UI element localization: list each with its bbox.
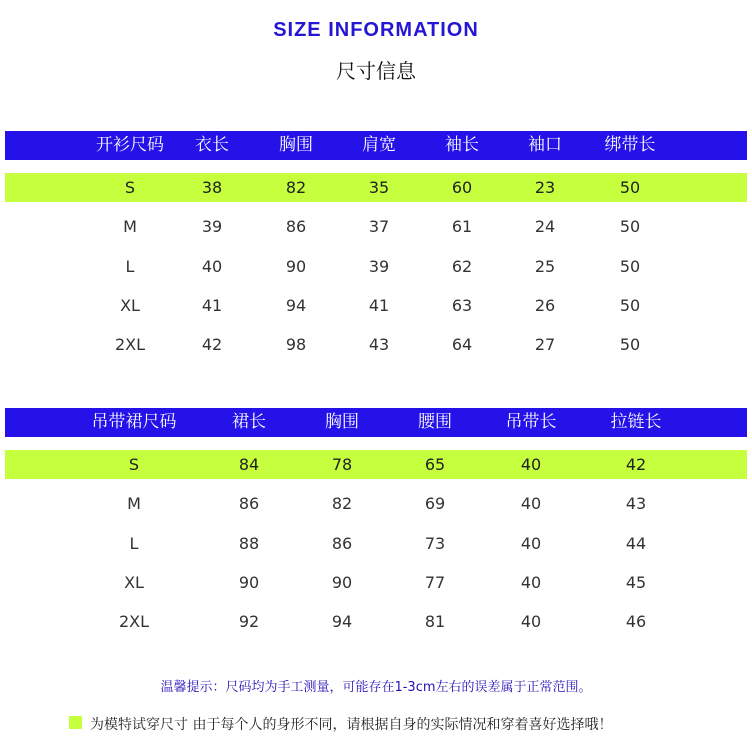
dress-table-cell: 46: [625, 612, 647, 632]
dress-table-cell: 90: [331, 572, 353, 592]
dress-table-header-cell: 吊带裙尺码: [91, 412, 177, 432]
dress-table-cell: 82: [331, 494, 353, 514]
cardigan-table-cell: L: [125, 256, 135, 276]
cardigan-table-cell: 37: [368, 217, 390, 237]
dress-table-row: [5, 607, 747, 636]
dress-table-cell: 69: [424, 494, 446, 514]
cardigan-table-cell: 39: [201, 217, 223, 237]
dress-table-row: [5, 568, 747, 597]
model-size-swatch: [69, 716, 82, 729]
dress-table-cell: 40: [520, 455, 542, 474]
cardigan-table-cell: 50: [619, 295, 641, 315]
dress-table-row: [5, 489, 747, 518]
dress-table-header: [5, 408, 747, 437]
cardigan-table-cell: 23: [534, 178, 556, 197]
dress-table-cell: 81: [424, 612, 446, 632]
cardigan-table-cell: 50: [619, 178, 641, 197]
cardigan-table-cell: XL: [120, 295, 140, 315]
model-note-text: 为模特试穿尺寸 由于每个人的身形不同，请根据自身的实际情况和穿着喜好选择哦！: [90, 717, 613, 733]
dress-table-cell: 73: [424, 533, 446, 553]
dress-table-cell: 40: [520, 572, 542, 592]
dress-table-cell: S: [128, 455, 140, 474]
title-english: SIZE INFORMATION: [273, 19, 479, 41]
dress-table-header-cell: 拉链长: [610, 412, 662, 432]
cardigan-table-cell: 50: [619, 335, 641, 355]
dress-table-cell: 65: [424, 455, 446, 474]
cardigan-table-header-cell: 胸围: [279, 135, 313, 155]
cardigan-table-cell: 50: [619, 217, 641, 237]
cardigan-table-cell: 98: [285, 335, 307, 355]
dress-table-cell: XL: [124, 572, 144, 592]
dress-table-header-cell: 胸围: [325, 412, 359, 432]
cardigan-table-header-cell: 袖口: [528, 135, 562, 155]
dress-table-cell: 77: [424, 572, 446, 592]
dress-table-header-cell: 吊带长: [505, 412, 557, 432]
cardigan-table-cell: 35: [368, 178, 390, 197]
cardigan-table-cell: 38: [201, 178, 223, 197]
dress-table-cell: L: [129, 533, 139, 553]
cardigan-table-cell: 27: [534, 335, 556, 355]
dress-table-cell: 86: [331, 533, 353, 553]
cardigan-table-cell: 25: [534, 256, 556, 276]
dress-table-cell: 45: [625, 572, 647, 592]
dress-table-cell: 90: [238, 572, 260, 592]
cardigan-table-cell: 2XL: [114, 335, 146, 355]
cardigan-table-header: [5, 131, 747, 160]
dress-table-header-cell: 腰围: [418, 412, 452, 432]
measurement-note: 温馨提示：尺码均为手工测量，可能存在1-3cm左右的误差属于正常范围。: [160, 680, 592, 695]
dress-table-cell: 43: [625, 494, 647, 514]
cardigan-table-row: [5, 252, 747, 281]
cardigan-table-header-cell: 衣长: [195, 135, 229, 155]
cardigan-table-header-cell: 绑带长: [604, 135, 656, 155]
dress-table-cell: 44: [625, 533, 647, 553]
dress-table-header-cell: 裙长: [232, 412, 266, 432]
dress-table-cell: 92: [238, 612, 260, 632]
cardigan-table-cell: 64: [451, 335, 473, 355]
dress-table-cell: 86: [238, 494, 260, 514]
cardigan-table-cell: 62: [451, 256, 473, 276]
cardigan-table-row: [5, 330, 747, 359]
cardigan-table-cell: 61: [451, 217, 473, 237]
cardigan-table-row: [5, 212, 747, 241]
cardigan-table-row-highlighted: [5, 173, 747, 202]
cardigan-table-header-cell: 肩宽: [362, 135, 396, 155]
dress-table-row: [5, 529, 747, 558]
cardigan-table-cell: 94: [285, 295, 307, 315]
dress-table-cell: 40: [520, 612, 542, 632]
cardigan-table-cell: 63: [451, 295, 473, 315]
cardigan-table-cell: 40: [201, 256, 223, 276]
cardigan-table-cell: 50: [619, 256, 641, 276]
cardigan-table-cell: 42: [201, 335, 223, 355]
title-chinese: 尺寸信息: [336, 59, 416, 83]
dress-table-cell: 78: [331, 455, 353, 474]
dress-table-cell: 40: [520, 533, 542, 553]
dress-table-cell: 2XL: [118, 612, 150, 632]
cardigan-table-cell: 43: [368, 335, 390, 355]
dress-table-cell: 40: [520, 494, 542, 514]
cardigan-table-cell: 41: [368, 295, 390, 315]
cardigan-table-cell: 24: [534, 217, 556, 237]
cardigan-table-cell: M: [123, 217, 137, 237]
cardigan-table-row: [5, 291, 747, 320]
cardigan-table-cell: 82: [285, 178, 307, 197]
dress-table-cell: 84: [238, 455, 260, 474]
cardigan-table-cell: 26: [534, 295, 556, 315]
cardigan-table-cell: 86: [285, 217, 307, 237]
dress-table-cell: 94: [331, 612, 353, 632]
dress-table-row-highlighted: [5, 450, 747, 479]
cardigan-table-cell: 60: [451, 178, 473, 197]
cardigan-table-header-cell: 袖长: [445, 135, 479, 155]
cardigan-table-cell: S: [124, 178, 136, 197]
dress-table-cell: 42: [625, 455, 647, 474]
cardigan-table-cell: 41: [201, 295, 223, 315]
cardigan-table-cell: 90: [285, 256, 307, 276]
dress-table-cell: 88: [238, 533, 260, 553]
cardigan-table-cell: 39: [368, 256, 390, 276]
dress-table-cell: M: [127, 494, 141, 514]
cardigan-table-header-cell: 开衫尺码: [96, 135, 164, 155]
